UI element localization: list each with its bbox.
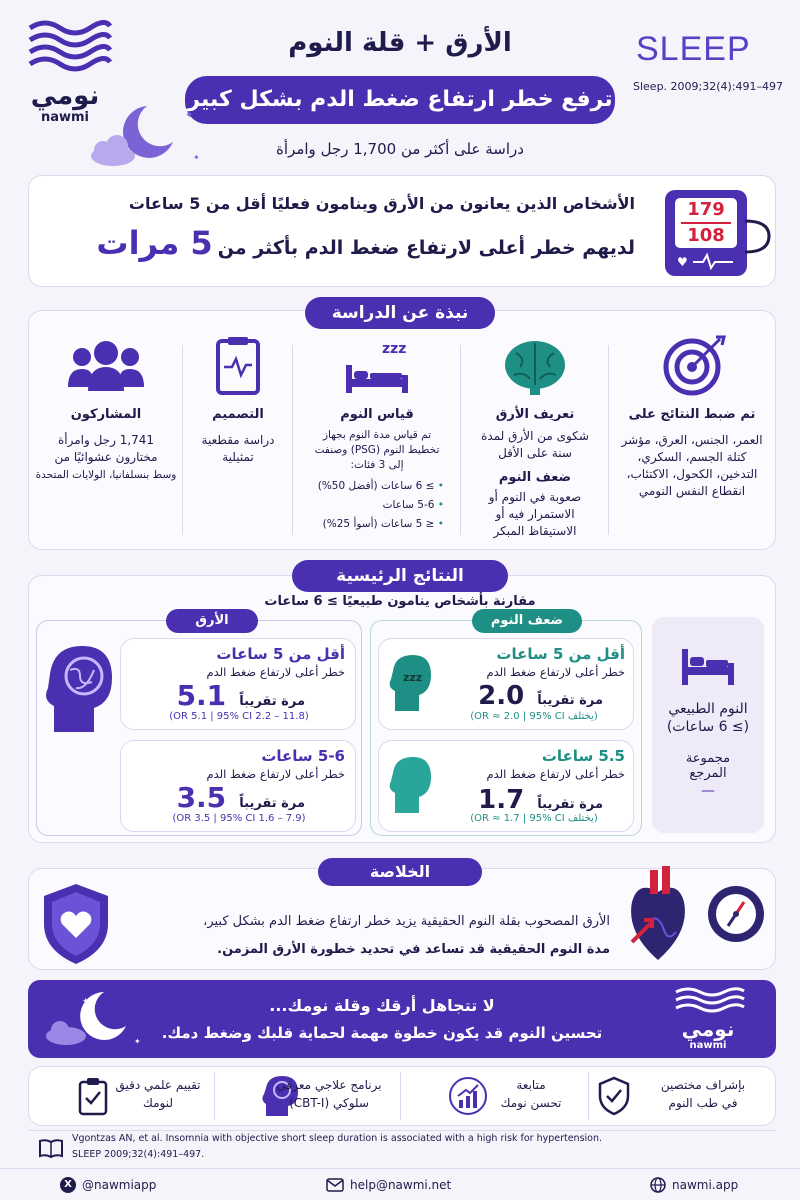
insomnia-mid-ci: (OR 3.5 | 95% CI 1.6 – 7.9) (172, 813, 306, 824)
highlight-big-number: 5 مرات (96, 224, 213, 262)
adjustment-title: تم ضبط النتائج على (628, 407, 756, 422)
insomnia-def-body: شكوى من الأرق لمدة سنة على الأقل (481, 429, 589, 460)
reference-dash: — (701, 783, 715, 799)
globe-icon (650, 1177, 666, 1193)
bp-systolic: 179 (681, 198, 731, 224)
email-address: help@nawmi.net (350, 1178, 452, 1192)
highlight-line2 (35, 224, 635, 262)
bed-icon (652, 641, 764, 691)
poor-sleep-label: ضعف النوم (472, 609, 582, 633)
insomnia-def-title: تعريف الأرق (495, 407, 575, 422)
feature-assessment-line1: تقييم علمي دقيق (115, 1078, 201, 1092)
sleep-bullet: • ≤ 5 ساعات (أسوأ 25%) (322, 518, 444, 530)
reference-hours: (≥ 6 ساعات) (666, 719, 750, 735)
poor-sleep-card-mid (378, 740, 634, 832)
feature-item-progress (404, 1070, 586, 1122)
poor-sleep-short-ci: (OR ≈ 2.0 | 95% CI يختلف) (470, 711, 598, 722)
insomnia-short-risk: خطر أعلى لارتفاع ضغط الدم (206, 665, 345, 679)
header-subtitle: دراسة على أكثر من 1,700 رجل وامرأة (276, 140, 524, 158)
website-url: nawmi.app (672, 1178, 739, 1192)
insomnia-mid-value: 3.5 (176, 781, 227, 814)
bp-display (675, 198, 737, 248)
feature-cbti-line1: برنامج علاجي معرفي (276, 1078, 382, 1092)
website-link[interactable] (650, 1175, 738, 1195)
sleep-bullet: • ≥ 6 ساعات (أفضل 50%) (317, 480, 444, 492)
bp-monitor-icon (665, 190, 747, 276)
svg-text:✦: ✦ (134, 1037, 141, 1046)
gauge-icon (704, 876, 768, 952)
reference-citation-box (28, 1130, 776, 1166)
moon-cloud-icon (40, 984, 140, 1054)
svg-text:zzz: zzz (403, 671, 423, 684)
feature-progress-line1: متابعة (516, 1078, 546, 1092)
cta-logo-arabic: نومي (681, 1017, 735, 1041)
email-link[interactable] (326, 1175, 451, 1195)
poor-sleep-short-unit: مرة تقريباً (537, 693, 603, 708)
brain-icon (464, 335, 606, 397)
brain-head-icon (40, 640, 120, 736)
bp-diastolic: 108 (687, 225, 725, 246)
overview-col-sleep-measure (296, 335, 458, 532)
participants-body: 1,741 رجل وامرأة مختارون عشوائيًا من (54, 433, 158, 464)
page-title: الأرق + قلة النوم (288, 28, 512, 58)
poor-sleep-short-value: 2.0 (478, 681, 525, 711)
poor-sleep-mid-value: 1.7 (478, 785, 525, 815)
cta-line1: لا تتجاهل أرقك وقلة نومك... (269, 996, 495, 1015)
head-icon (385, 755, 437, 815)
results-comparison: مقارنة بأشخاص ينامون طبيعيًا ≥ 6 ساعات (264, 594, 536, 609)
waves-icon (20, 18, 110, 78)
insomnia-mid-title: 5-6 ساعات (261, 747, 345, 765)
reference-line2: SLEEP 2009;32(4):491–497. (72, 1149, 205, 1160)
feature-progress-line2: تحسن نومك (500, 1096, 562, 1110)
insomnia-short-value: 5.1 (176, 679, 227, 712)
overview-col-participants (32, 335, 180, 483)
poor-sleep-card-short (378, 638, 634, 730)
reference-group-card (652, 617, 764, 833)
cta-logo-latin: nawmi (689, 1040, 727, 1051)
feature-item-assessment (32, 1070, 212, 1122)
reference-line1: Vgontzas AN, et al. Insomnia with objective short sleep duration is associated with a high risk for hypertension. (72, 1133, 603, 1144)
moon-cloud-icon (85, 100, 205, 170)
waves-icon (672, 986, 744, 1014)
poor-sleep-mid-title: 5.5 ساعات (541, 747, 625, 765)
shield-heart-icon (36, 880, 116, 968)
mail-icon (326, 1178, 344, 1192)
insomnia-short-unit: مرة تقريباً (239, 694, 305, 709)
poor-sleep-short-title: أقل من 5 ساعات (496, 645, 625, 663)
conclusion-line2: مدة النوم الحقيقية قد تساعد في تحديد خطورة الأرق المزمن. (217, 942, 610, 957)
cta-logo (652, 986, 764, 1054)
clipboard-check-icon (76, 1076, 110, 1116)
journal-name: SLEEP (636, 30, 751, 68)
chart-up-icon (448, 1076, 488, 1116)
svg-text:♥: ♥ (677, 255, 688, 269)
poor-sleep-mid-ci: (OR ≈ 1.7 | 95% CI يختلف) (470, 813, 598, 824)
poor-sleep-mid-unit: مرة تقريباً (537, 797, 603, 812)
journal-citation: Sleep. 2009;32(4):491–497 (633, 80, 784, 93)
x-icon: X (60, 1177, 76, 1193)
svg-text:✦: ✦ (185, 110, 194, 121)
sleeping-head-icon (385, 653, 437, 713)
participants-title: المشاركون (70, 407, 142, 422)
twitter-link[interactable] (60, 1175, 156, 1195)
insomnia-mid-unit: مرة تقريباً (239, 796, 305, 811)
insomnia-short-ci: (OR 5.1 | 95% CI 2.2 – 11.8) (169, 711, 309, 722)
overview-col-adjustment (612, 335, 772, 500)
highlight-line2-prefix: لديهم خطر أعلى لارتفاع ضغط الدم بأكثر من (217, 237, 635, 259)
target-icon (612, 335, 772, 397)
header-banner: ترفع خطر ارتفاع ضغط الدم بشكل كبير (185, 76, 615, 124)
clipboard-icon (186, 335, 290, 397)
book-icon (38, 1137, 64, 1159)
poor-sleep-def-title: ضعف النوم (498, 470, 572, 485)
bp-tube-icon (743, 216, 773, 256)
conclusion-line1: الأرق المصحوب بقلة النوم الحقيقية يزيد خطر ارتفاع ضغط الدم بشكل كبير، (203, 914, 610, 929)
adjustment-body: العمر، الجنس، العرق، مؤشر كتلة الجسم، السكري، التدخين، الكحول، الاكتئاب، انقطاع النفس النومي (621, 433, 763, 498)
people-icon (32, 335, 180, 397)
cta-line2: تحسين النوم قد يكون خطوة مهمة لحماية قلبك وضغط دمك. (161, 1024, 603, 1042)
reference-group: مجموعة المرجع (685, 751, 731, 781)
shield-check-icon (596, 1076, 632, 1116)
feature-cbti-line2: سلوكي (CBT-I) (289, 1096, 369, 1110)
design-title: التصميم (212, 407, 264, 422)
poor-sleep-mid-value-row (433, 785, 603, 815)
feature-item-specialists (592, 1070, 774, 1122)
reference-title: النوم الطبيعي (668, 701, 748, 717)
highlight-card (28, 175, 776, 287)
overview-col-design (186, 335, 290, 466)
design-body: دراسة مقطعية تمثيلية (201, 433, 275, 464)
brand-latin: nawmi (40, 110, 90, 125)
conclusion-title: الخلاصة (318, 858, 482, 886)
feature-specialists-line2: في طب النوم (668, 1096, 738, 1110)
bed-icon (296, 335, 458, 397)
poor-sleep-def-body: صعوبة في النوم أو الاستمرار فيه أو الاستيقاظ المبكر (488, 490, 582, 538)
heart-organ-icon (618, 862, 698, 966)
svg-text:✦: ✦ (82, 997, 90, 1007)
twitter-handle: @nawmiapp (82, 1178, 157, 1192)
insomnia-label: الأرق (166, 609, 258, 633)
insomnia-short-title: أقل من 5 ساعات (216, 645, 345, 663)
results-title: النتائج الرئيسية (292, 560, 508, 592)
overview-col-insomnia-def (464, 335, 606, 540)
overview-title: نبذة عن الدراسة (305, 297, 495, 329)
svg-text:✦: ✦ (193, 153, 200, 162)
poor-sleep-short-value-row (433, 681, 603, 711)
heartbeat-icon (675, 252, 737, 270)
poor-sleep-short-risk: خطر أعلى لارتفاع ضغط الدم (486, 665, 625, 679)
feature-assessment-line2: لنومك (142, 1096, 174, 1110)
insomnia-card-mid (120, 740, 356, 832)
highlight-line1: الأشخاص الذين يعانون من الأرق وينامون فعليًا أقل من 5 ساعات (128, 194, 635, 213)
sleep-bullet: • 5-6 ساعات (382, 499, 444, 511)
sleep-measure-title: قياس النوم (340, 407, 414, 422)
feature-specialists-line1: بإشراف مختصين (660, 1078, 746, 1092)
sleep-measure-body: تم قياس مدة النوم بجهاز تخطيط النوم (PSG) وصنفت إلى 3 فئات: (314, 429, 440, 471)
feature-item-cbti (218, 1070, 398, 1122)
insomnia-mid-risk: خطر أعلى لارتفاع ضغط الدم (206, 767, 345, 781)
svg-text:zzz: zzz (382, 341, 407, 357)
brand-arabic: نومي (30, 81, 100, 111)
participants-location: وسط بنسلفانيا، الولايات المتحدة (35, 469, 177, 481)
poor-sleep-mid-risk: خطر أعلى لارتفاع ضغط الدم (486, 767, 625, 781)
insomnia-mid-value-row (135, 781, 305, 814)
insomnia-short-value-row (135, 679, 305, 712)
sleep-bullets (296, 479, 458, 532)
insomnia-card-short (120, 638, 356, 730)
footer (0, 1168, 800, 1200)
